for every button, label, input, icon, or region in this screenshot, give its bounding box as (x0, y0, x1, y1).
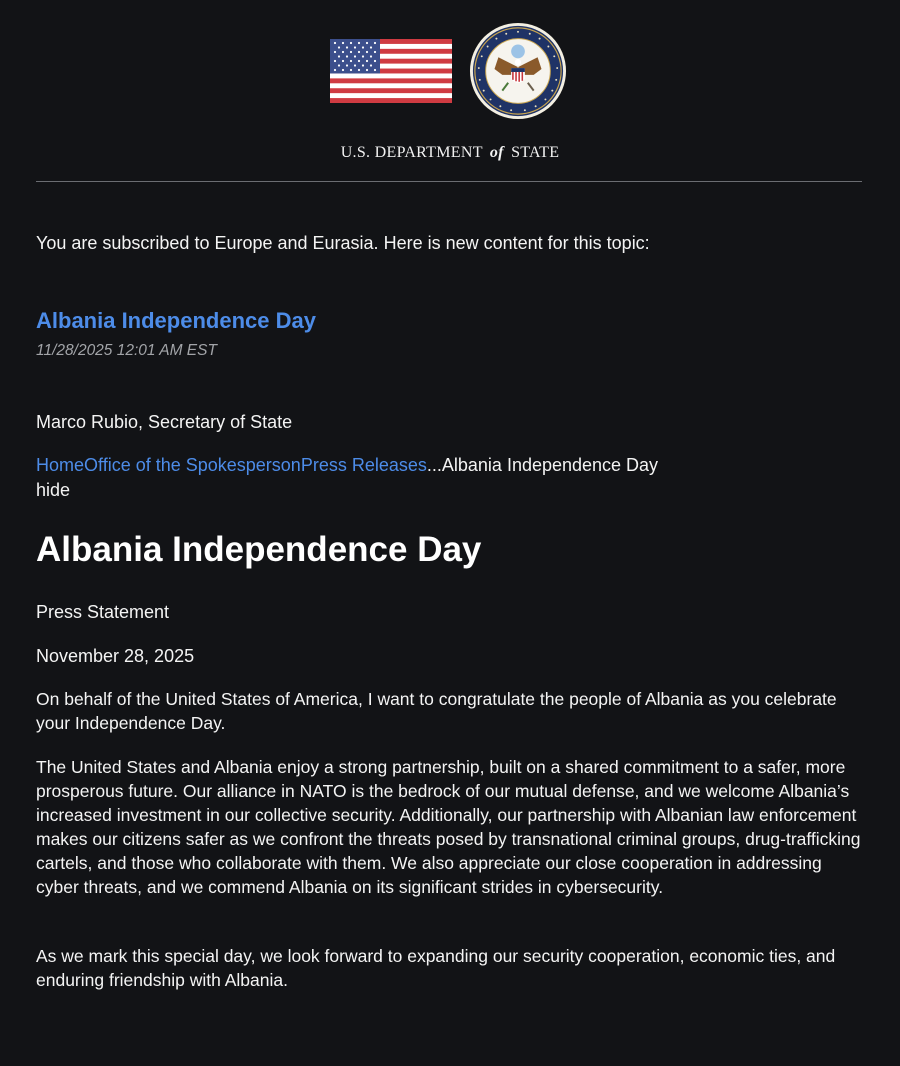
email-header (0, 0, 900, 190)
article-headline: Albania Independence Day (36, 530, 482, 569)
breadcrumb-office-link[interactable]: Office of the Spokesperson (84, 455, 301, 475)
article-paragraph: On behalf of the United States of America, I want to congratulate the people of Albania as you celebrate your Independence Day. (36, 689, 837, 733)
header-divider (36, 181, 862, 182)
article-type: Press Statement (36, 602, 170, 622)
post-timestamp: 11/28/2025 12:01 AM EST (36, 342, 217, 359)
article-paragraph: As we mark this special day, we look forward to expanding our security cooperation, economic ties, and enduring friendship with Albania. (36, 946, 836, 990)
hide-toggle[interactable]: hide (36, 480, 71, 500)
post-title-link[interactable]: Albania Independence Day (36, 308, 316, 333)
breadcrumb-press-releases-link[interactable]: Press Releases (300, 455, 427, 475)
us-flag-icon (330, 39, 452, 103)
breadcrumb-home-link[interactable]: Home (36, 455, 85, 475)
department-name: U.S. DEPARTMENT of STATE (340, 144, 560, 161)
breadcrumb (36, 455, 658, 476)
article-paragraph: The United States and Albania enjoy a strong partnership, built on a shared commitment to a safer, more prosperous future. Our alliance in NATO is the bedrock of our mutual defense, and we welcome Albania’s increased investment in our collective security. Additionally, our partnership with Albanian law enforcement makes our citizens safer as we confront the threats posed by transnational criminal groups, drug-trafficking cartels, and those who collaborate with them. We also appreciate our close cooperation in addressing cyber threats, and we commend Albania on its significant strides in cybersecurity. (36, 757, 861, 897)
breadcrumb-current: ...Albania Independence Day (426, 455, 659, 475)
author-line: Marco Rubio, Secretary of State (36, 412, 293, 432)
state-department-seal-icon (469, 22, 567, 120)
article-date: November 28, 2025 (36, 646, 195, 666)
subscription-notice: You are subscribed to Europe and Eurasia. Here is new content for this topic: (36, 233, 650, 253)
